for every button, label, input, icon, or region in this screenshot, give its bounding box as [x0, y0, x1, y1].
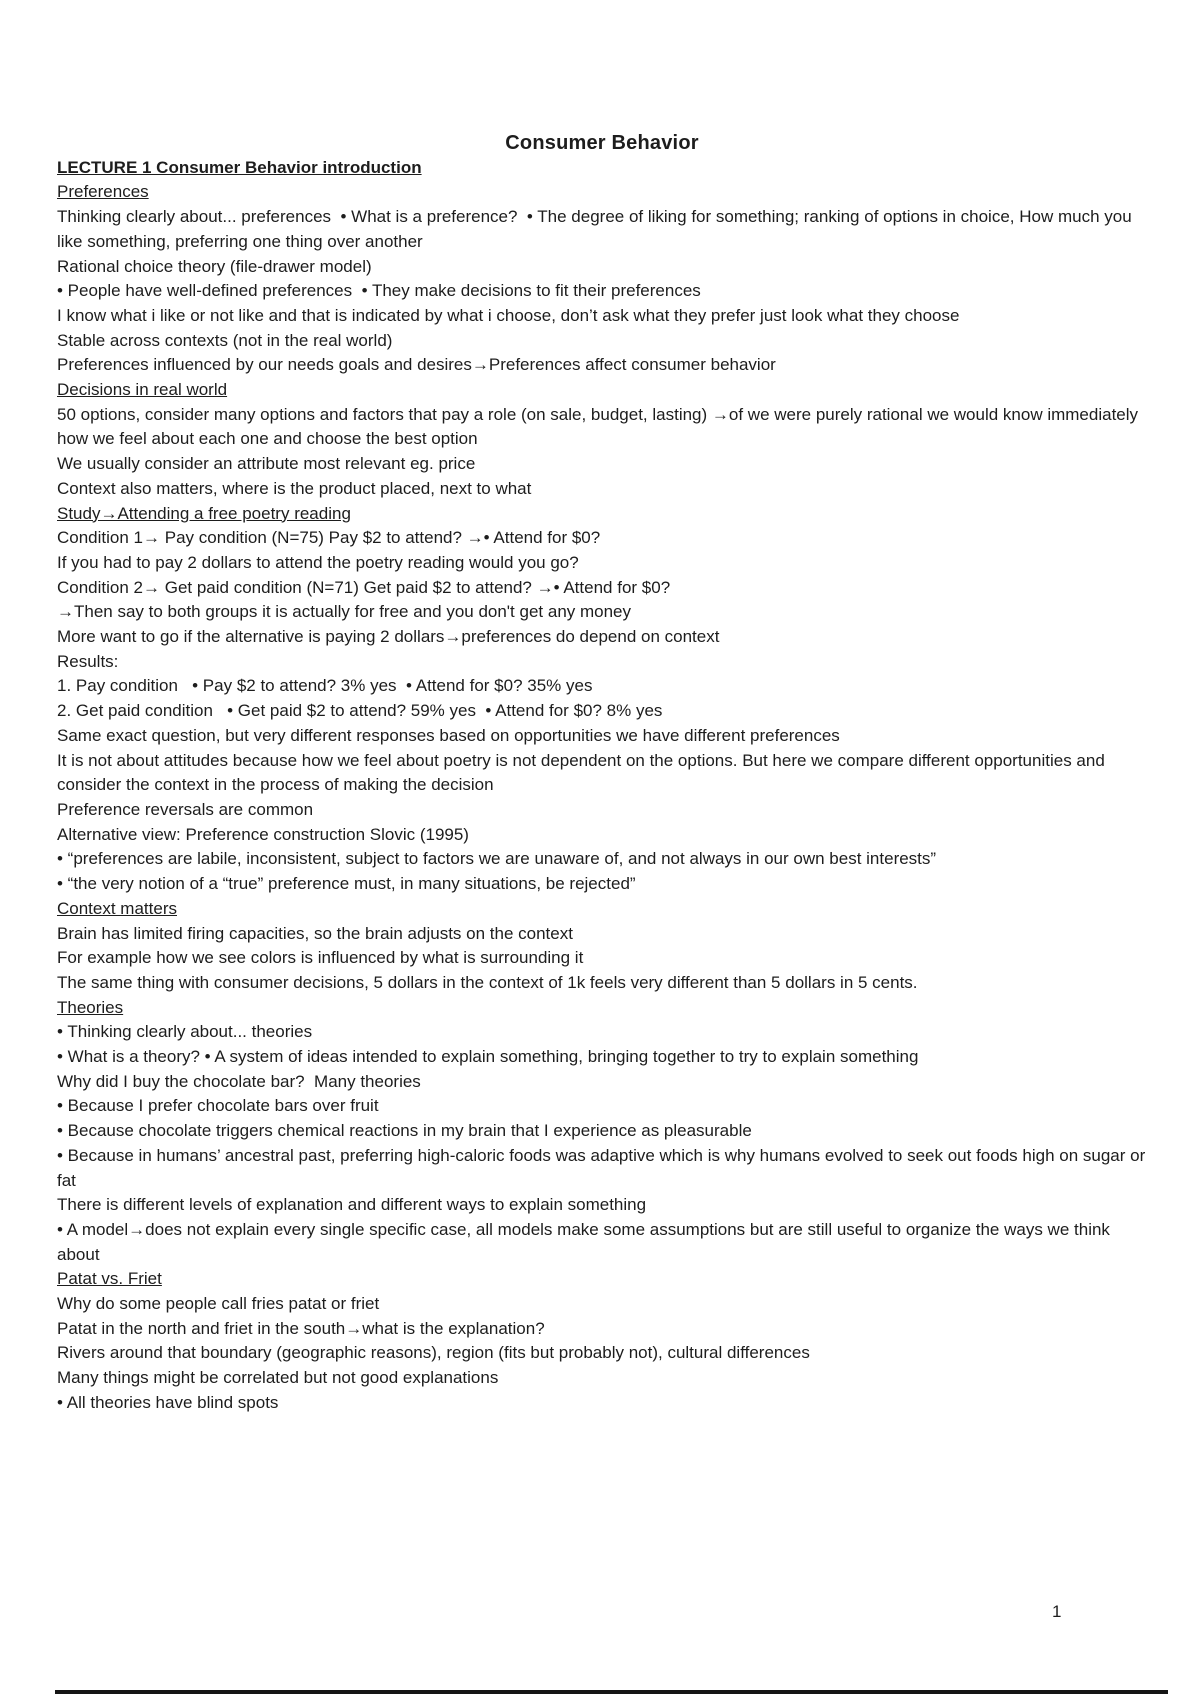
text-line: Preferences influenced by our needs goals and desires→Preferences affect consumer behavior	[57, 355, 776, 375]
text-line: • People have well-defined preferences • They make decisions to fit their preferences	[57, 281, 701, 301]
text-line: • “preferences are labile, inconsistent, subject to factors we are unaware of, and not always in our own best interests”	[57, 849, 937, 869]
text-line: Rivers around that boundary (geographic reasons), region (fits but probably not), cultural differences	[57, 1343, 810, 1363]
text-line: • What is a theory? • A system of ideas intended to explain something, bringing together to try to explain something	[57, 1047, 919, 1067]
text-line: Rational choice theory (file-drawer model)	[57, 256, 372, 276]
text-line: 1. Pay condition • Pay $2 to attend? 3% yes • Attend for $0? 35% yes	[57, 676, 593, 696]
text-line: Context also matters, where is the product placed, next to what	[57, 478, 532, 498]
text-line: More want to go if the alternative is paying 2 dollars→preferences do depend on context	[57, 627, 720, 647]
text-line: Condition 2→ Get paid condition (N=71) Get paid $2 to attend? →• Attend for $0?	[57, 577, 671, 597]
document-lines	[57, 156, 1150, 1416]
text-line: • Thinking clearly about... theories	[57, 1022, 313, 1042]
text-line: • A model→does not explain every single specific case, all models make some assumptions but are still useful to organize the ways we think about	[57, 1219, 1115, 1264]
text-line: It is not about attitudes because how we feel about poetry is not dependent on the options. But here we compare different opportunities and consider the context in the process of making the decision	[57, 750, 1110, 795]
text-line: We usually consider an attribute most relevant eg. price	[57, 454, 476, 474]
text-line: Brain has limited firing capacities, so the brain adjusts on the context	[57, 923, 573, 943]
text-line: • Because chocolate triggers chemical reactions in my brain that I experience as pleasurable	[57, 1121, 752, 1141]
section-heading: Decisions in real world	[57, 380, 228, 400]
document-content	[57, 131, 1150, 1416]
section-heading: Theories	[57, 997, 124, 1017]
text-line: • Because in humans’ ancestral past, preferring high-caloric foods was adaptive which is why humans evolved to seek out foods high on sugar or fat	[57, 1145, 1150, 1190]
text-line: Condition 1→ Pay condition (N=75) Pay $2 to attend? →• Attend for $0?	[57, 528, 601, 548]
text-line: 50 options, consider many options and factors that pay a role (on sale, budget, lasting) →of we were purely rational we would know immediately how we feel about each one and choose the best option	[57, 404, 1143, 449]
text-line: Results:	[57, 651, 119, 671]
text-line: Thinking clearly about... preferences • What is a preference? • The degree of liking for something; ranking of options in choice, How much you like something, preferring one thing over another	[57, 207, 1137, 251]
page-number: 1	[1052, 1602, 1062, 1621]
text-line: Why do some people call fries patat or friet	[57, 1294, 380, 1314]
text-line: Same exact question, but very different responses based on opportunities we have different preferences	[57, 725, 840, 745]
text-line: I know what i like or not like and that is indicated by what i choose, don’t ask what they prefer just look what they choose	[57, 305, 960, 325]
text-line: Why did I buy the chocolate bar? Many theories	[57, 1071, 421, 1091]
section-heading: Context matters	[57, 898, 177, 918]
text-line: Many things might be correlated but not good explanations	[57, 1368, 499, 1388]
text-line: →Then say to both groups it is actually for free and you don't get any money	[57, 602, 632, 622]
section-heading: Study→Attending a free poetry reading	[57, 503, 351, 523]
text-line: If you had to pay 2 dollars to attend the poetry reading would you go?	[57, 552, 579, 572]
text-line: Patat in the north and friet in the south→what is the explanation?	[57, 1318, 545, 1338]
text-line: 2. Get paid condition • Get paid $2 to attend? 59% yes • Attend for $0? 8% yes	[57, 701, 663, 721]
text-line: The same thing with consumer decisions, 5 dollars in the context of 1k feels very different than 5 dollars in 5 cents.	[57, 972, 918, 992]
text-line: Alternative view: Preference construction Slovic (1995)	[57, 824, 469, 844]
section-heading: Patat vs. Friet	[57, 1269, 162, 1289]
document-title: Consumer Behavior	[505, 132, 699, 154]
section-heading: LECTURE 1 Consumer Behavior introduction	[57, 157, 422, 177]
page-break-line	[55, 1690, 1168, 1694]
text-line: • “the very notion of a “true” preference must, in many situations, be rejected”	[57, 874, 636, 894]
text-line: Preference reversals are common	[57, 799, 314, 819]
text-line: Stable across contexts (not in the real world)	[57, 330, 393, 350]
text-line: There is different levels of explanation and different ways to explain something	[57, 1195, 647, 1215]
section-heading: Preferences	[57, 182, 149, 202]
text-line: For example how we see colors is influenced by what is surrounding it	[57, 948, 584, 968]
text-line: • Because I prefer chocolate bars over fruit	[57, 1096, 379, 1116]
text-line: • All theories have blind spots	[57, 1392, 279, 1412]
